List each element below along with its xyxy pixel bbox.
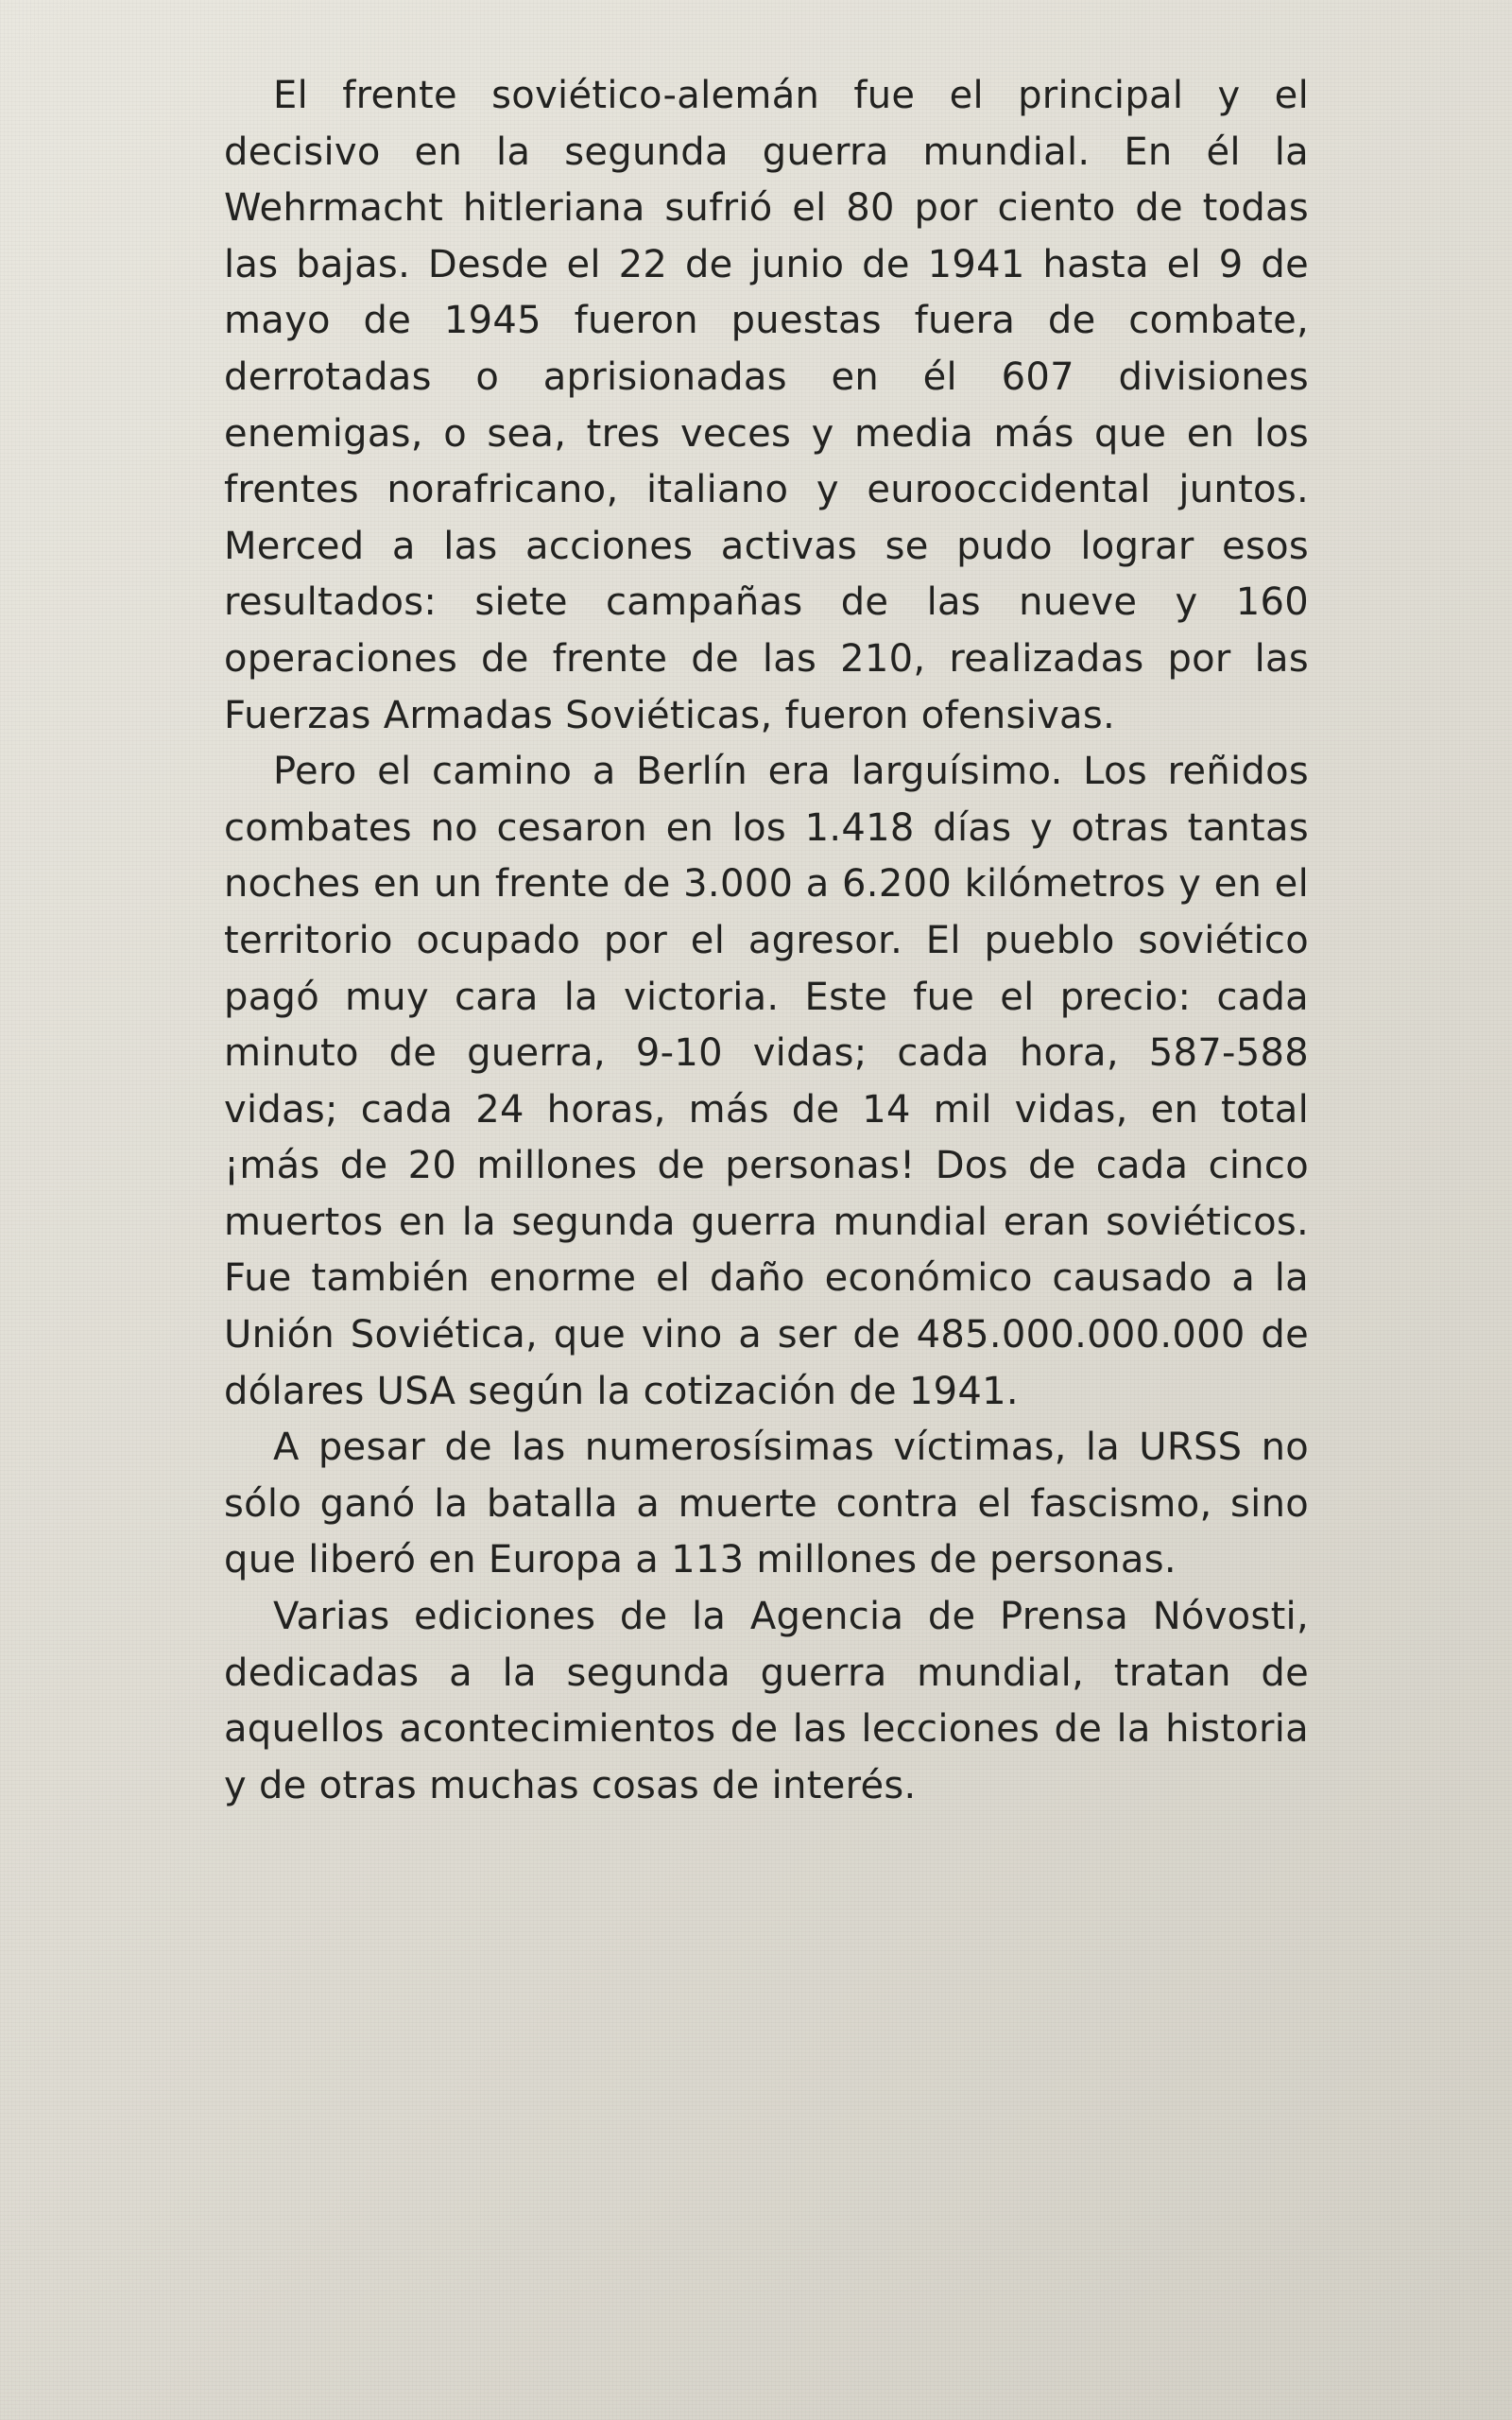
- body-text: [224, 68, 1309, 1814]
- paragraph-eastern-front: El frente soviético-alemán fue el principal y el decisivo en la segunda guerra mundial. En él la Wehrmacht hitleriana sufrió el 80 por ciento de todas las bajas. Desde el 22 de junio de 1941 hasta el 9 de mayo de 1945 fueron puestas fuera de combate, derrotadas o aprisionadas en él 607 divisiones enemigas, o sea, tres veces y media más que en los frentes norafricano, italiano y eurooccidental juntos. Merced a las acciones activas se pudo lograr esos resultados: siete campañas de las nueve y 160 operaciones de frente de las 210, realizadas por las Fuerzas Armadas Soviéticas, fueron ofensivas.: [224, 74, 1309, 737]
- paragraph-liberation: A pesar de las numerosísimas víctimas, la URSS no sólo ganó la batalla a muerte contra el fascismo, sino que liberó en Europa a 113 millones de personas.: [224, 1426, 1309, 1582]
- paragraph-road-to-berlin: Pero el camino a Berlín era larguísimo. Los reñidos combates no cesaron en los 1.418 días y otras tantas noches en un frente de 3.000 a 6.200 kilómetros y en el territorio ocupado por el agresor. El pueblo soviético pagó muy cara la victoria. Este fue el precio: cada minuto de guerra, 9-10 vidas; cada hora, 587-588 vidas; cada 24 horas, más de 14 mil vidas, en total ¡más de 20 millones de personas! Dos de cada cinco muertos en la segunda guerra mundial eran soviéticos. Fue también enorme el daño económico causado a la Unión Soviética, que vino a ser de 485.000.000.000 de dólares USA según la cotización de 1941.: [224, 750, 1309, 1413]
- paragraph-novosti-editions: Varias ediciones de la Agencia de Prensa Nóvosti, dedicadas a la segunda guerra mundial, tratan de aquellos acontecimientos de las lecciones de la historia y de otras muchas cosas de interés.: [224, 1595, 1309, 1807]
